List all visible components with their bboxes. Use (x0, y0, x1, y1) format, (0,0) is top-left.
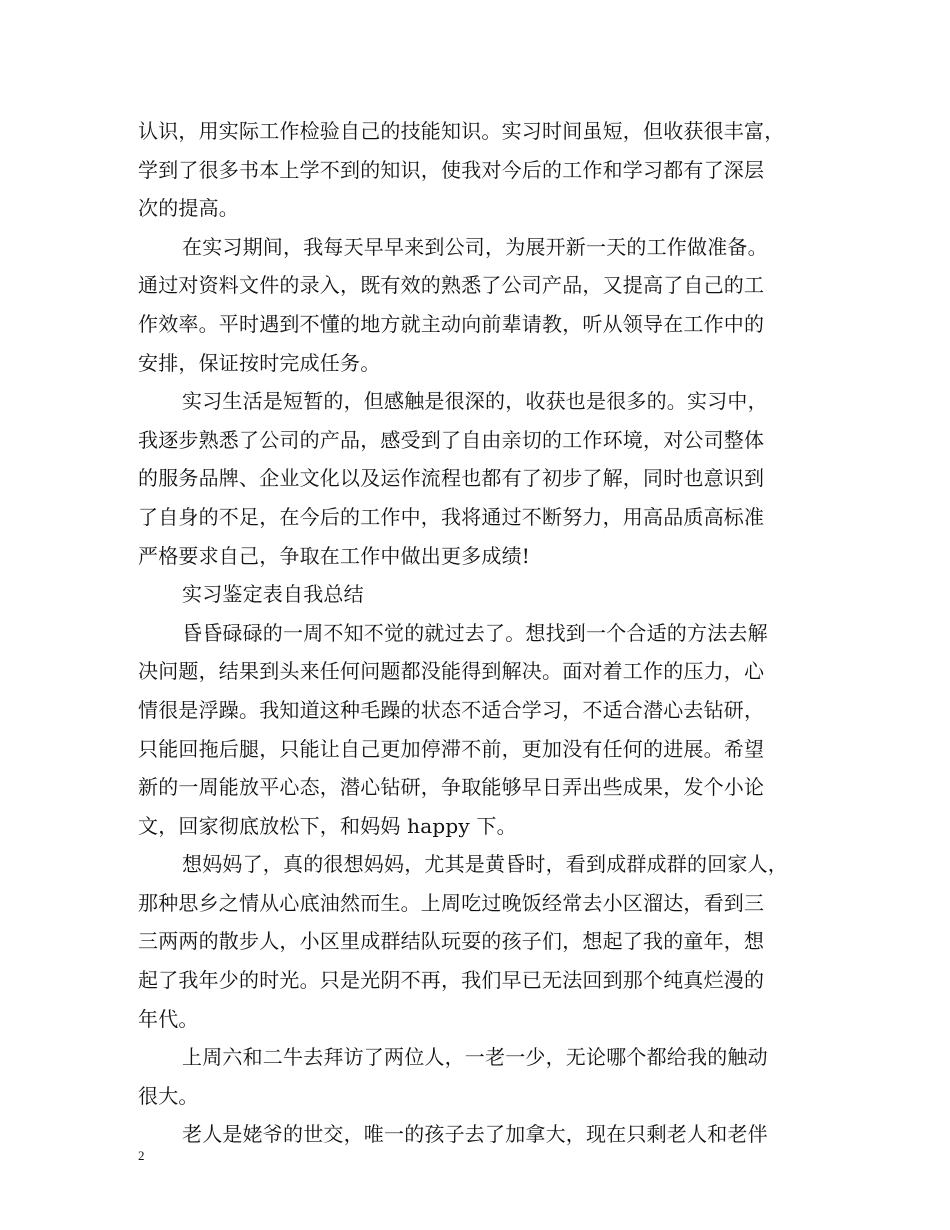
text-line: 三两两的散步人，小区里成群结队玩耍的孩子们，想起了我的童年，想 (138, 929, 765, 954)
text-line: 次的提高。 (138, 196, 239, 221)
text-line: 学到了很多书本上学不到的知识，使我对今后的工作和学习都有了深层 (138, 157, 765, 182)
text-line: 的服务品牌、企业文化以及运作流程也都有了初步了解，同时也意识到 (138, 466, 765, 491)
text-line: 实习生活是短暂的，但感触是很深的，收获也是很多的。实习中， (182, 389, 768, 414)
text-line: 新的一周能放平心态，潜心钻研，争取能够早日弄出些成果，发个小论 (138, 775, 765, 800)
text-line: 只能回拖后腿，只能让自己更加停滞不前，更加没有任何的进展。希望 (138, 736, 765, 761)
text-line: 那种思乡之情从心底油然而生。上周吃过晚饭经常去小区溜达，看到三 (138, 890, 765, 915)
text-line: 情很是浮躁。我知道这种毛躁的状态不适合学习，不适合潜心去钻研， (138, 697, 765, 722)
section-heading: 实习鉴定表自我总结 (182, 582, 364, 607)
text-line: 起了我年少的时光。只是光阴不再，我们早已无法回到那个纯真烂漫的 (138, 968, 765, 993)
text-line: 在实习期间，我每天早早来到公司，为展开新一天的工作做准备。 (182, 234, 768, 259)
text-line: 严格要求自己，争取在工作中做出更多成绩! (138, 543, 531, 568)
text-line: 老人是姥爷的世交，唯一的孩子去了加拿大，现在只剩老人和老伴 (182, 1122, 768, 1147)
text-line: 决问题，结果到头来任何问题都没能得到解决。面对着工作的压力，心 (138, 659, 765, 684)
text-line: 上周六和二牛去拜访了两位人，一老一少，无论哪个都给我的触动 (182, 1045, 768, 1070)
page-number: 2 (138, 1148, 145, 1163)
text-line: 年代。 (138, 1006, 199, 1031)
body-text (138, 112, 828, 1154)
text-line: 我逐步熟悉了公司的产品，感受到了自由亲切的工作环境，对公司整体 (138, 427, 765, 452)
text-line: 作效率。平时遇到不懂的地方就主动向前辈请教，听从领导在工作中的 (138, 311, 765, 336)
text-line: 文，回家彻底放松下，和妈妈 happy 下。 (138, 813, 517, 838)
text-line: 了自身的不足，在今后的工作中，我将通过不断努力，用高品质高标准 (138, 504, 765, 529)
text-line: 昏昏碌碌的一周不知不觉的就过去了。想找到一个合适的方法去解 (182, 620, 768, 645)
text-line: 安排，保证按时完成任务。 (138, 350, 381, 375)
text-line: 认识，用实际工作检验自己的技能知识。实习时间虽短，但收获很丰富， (138, 119, 785, 143)
text-line: 很大。 (138, 1083, 199, 1108)
text-line: 通过对资料文件的录入，既有效的熟悉了公司产品，又提高了自己的工 (138, 273, 765, 298)
text-line: 想妈妈了，真的很想妈妈，尤其是黄昏时，看到成群成群的回家人， (182, 852, 788, 877)
